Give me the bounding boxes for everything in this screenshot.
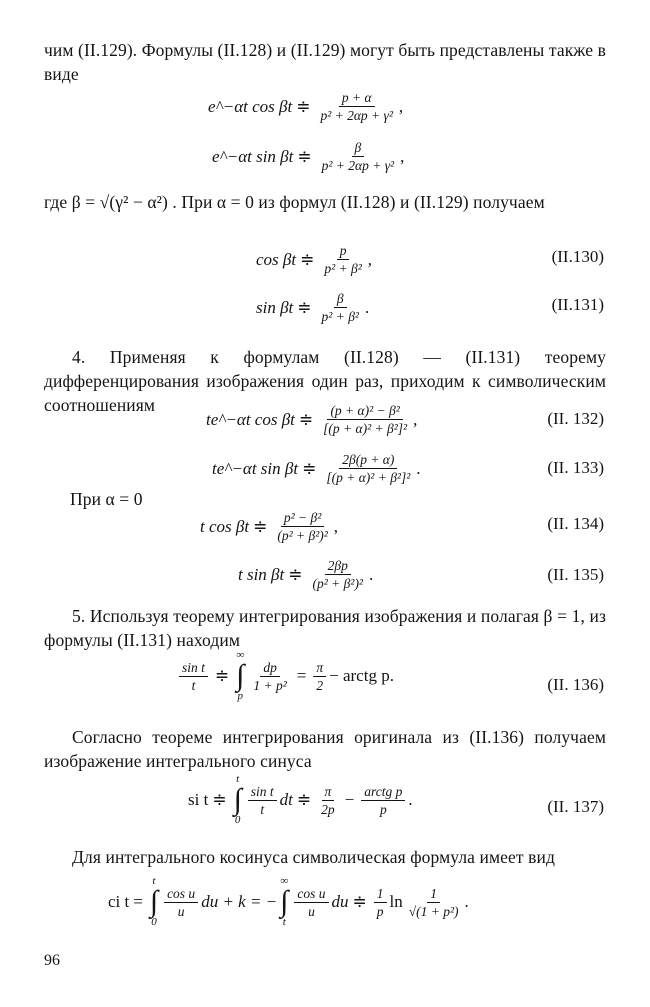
correspondence-symbol: ≑ bbox=[212, 790, 227, 809]
eq137-dt: dt bbox=[279, 790, 293, 809]
eq135-tail: . bbox=[368, 564, 374, 584]
eq135-denominator: (p² + β²)² bbox=[312, 576, 363, 591]
eq132-denominator: [(p + α)² + β²]² bbox=[323, 421, 408, 436]
eq2-lhs: e^−αt sin βt bbox=[212, 146, 294, 166]
eq136-lhs-denominator: t bbox=[191, 677, 196, 693]
integral-sign: t ∫ 0 bbox=[149, 875, 159, 928]
section-5-paragraph: 5. Используя теорему интегрирования изображения и полагая β = 1, из формулы (II.131) находим bbox=[44, 606, 606, 650]
eq133-tail: . bbox=[416, 458, 421, 478]
equation-number-136: (II. 136) bbox=[547, 675, 604, 694]
eq130-fraction bbox=[321, 243, 364, 276]
eq136-integrand-denominator: 1 + p² bbox=[253, 677, 287, 693]
correspondence-symbol: ≑ bbox=[214, 666, 230, 685]
eq-ci-lhs: ci t bbox=[108, 892, 130, 911]
integral-upper-limit: t bbox=[152, 875, 156, 887]
eq132-fraction bbox=[320, 403, 410, 436]
eq-ci-integrand-2 bbox=[294, 886, 328, 919]
eq2-numerator: β bbox=[352, 140, 365, 157]
integral-upper-limit: ∞ bbox=[280, 875, 289, 887]
eq137-integrand bbox=[248, 784, 277, 817]
eq133-lhs: te^−αt sin βt bbox=[212, 458, 299, 478]
eq134-fraction bbox=[274, 510, 330, 543]
eq131-numerator: β bbox=[334, 291, 347, 308]
eq131-fraction bbox=[319, 291, 362, 324]
eq136-rhs-tail: − arctg p. bbox=[329, 666, 394, 685]
eq-ci-tail: . bbox=[464, 892, 469, 911]
integral-sign: ∞ ∫ p bbox=[236, 649, 245, 702]
eq2-denominator: p² + 2αp + γ² bbox=[321, 158, 395, 173]
equation-number-133: (II. 133) bbox=[547, 458, 604, 477]
equation-number-134: (II. 134) bbox=[547, 514, 604, 533]
eq132-tail: , bbox=[413, 409, 418, 429]
eq135-fraction bbox=[310, 558, 366, 591]
equation-exp-sin bbox=[212, 140, 404, 173]
eq-ci-rhs1 bbox=[374, 886, 387, 919]
eq137-rhs1 bbox=[318, 784, 338, 817]
integral-sign: t ∫ 0 bbox=[233, 773, 242, 826]
equation-integral-cosine: ci t = t ∫ 0 $\frac{\text{cos u}}{u}$ du + k = − ∞ ∫ t $\frac{\text{cos u}}{u}$ du ≑ $\frac{1}{p}$ ln $\frac{1}{\text{√(1 + p²)}}$ . bbox=[108, 875, 469, 928]
eq1-fraction bbox=[317, 90, 395, 123]
eq131-lhs: sin βt bbox=[256, 297, 294, 317]
eq-ci-integrand-1 bbox=[164, 886, 198, 919]
equation-number-132: (II. 132) bbox=[547, 409, 604, 428]
eq137-integrand-denominator: t bbox=[260, 801, 265, 817]
eq1-lhs: e^−αt cos βt bbox=[208, 96, 293, 116]
eq132-numerator: (p + α)² − β² bbox=[327, 403, 402, 420]
eq136-integrand-numerator: dp bbox=[260, 660, 280, 677]
eq130-denominator: p² + β² bbox=[324, 261, 362, 276]
eq133-numerator: 2β(p + α) bbox=[339, 452, 397, 469]
eq1-numerator: p + α bbox=[339, 90, 375, 107]
eq133-denominator: [(p + α)² + β²]² bbox=[326, 470, 411, 485]
equation-number-131: (II.131) bbox=[551, 295, 604, 314]
correspondence-symbol: ≑ bbox=[253, 516, 268, 536]
eq136-rhs-denominator: 2 bbox=[316, 677, 324, 693]
eq-ci-rhs1-numerator: 1 bbox=[374, 886, 387, 903]
eq134-tail: , bbox=[333, 516, 339, 536]
integral-lower-limit: 0 bbox=[151, 916, 157, 928]
equation-number-137: (II. 137) bbox=[547, 797, 604, 816]
equation-137: si t ≑ t ∫ 0 $\frac{\text{sin t}}{t}$ dt ≑ $\frac{\pi}{2p}$ − $\frac{\text{arctg p}}{p}$ . bbox=[188, 773, 413, 826]
eq135-numerator: 2βp bbox=[325, 558, 351, 575]
eq1-denominator: p² + 2αp + γ² bbox=[320, 108, 393, 123]
equation-number-135: (II. 135) bbox=[547, 565, 604, 584]
eq137-integrand-numerator: sin t bbox=[248, 784, 277, 801]
integral-lower-limit: p bbox=[237, 690, 243, 702]
eq137-rhs2-denominator: p bbox=[379, 801, 387, 817]
eq134-lhs: t cos βt bbox=[200, 516, 250, 536]
integral-cosine-paragraph: Для интегрального косинуса символическая формула имеет вид bbox=[72, 847, 555, 867]
eq136-lhs-numerator: sin t bbox=[179, 660, 208, 677]
integral-sign: ∞ ∫ t bbox=[280, 875, 289, 928]
eq-ci-integrand-1-denominator: u bbox=[177, 903, 185, 919]
integral-upper-limit: ∞ bbox=[236, 649, 245, 661]
eq133-fraction bbox=[323, 452, 413, 485]
integral-lower-limit: t bbox=[282, 916, 286, 928]
equation-130 bbox=[256, 243, 372, 276]
equation-135 bbox=[238, 558, 373, 591]
eq137-rhs1-numerator: π bbox=[322, 784, 335, 801]
eq130-lhs: cos βt bbox=[256, 249, 297, 269]
correspondence-symbol: ≑ bbox=[296, 96, 311, 116]
equation-133 bbox=[212, 452, 421, 485]
eq2-fraction bbox=[319, 140, 397, 173]
correspondence-symbol: ≑ bbox=[302, 458, 317, 478]
eq2-tail: , bbox=[400, 146, 405, 166]
correspondence-symbol: ≑ bbox=[297, 297, 312, 317]
eq-ci-du: du bbox=[331, 892, 349, 911]
eq-ci-rhs2-denominator: √(1 + p²) bbox=[408, 903, 459, 919]
eq136-integrand bbox=[250, 660, 289, 693]
integral-upper-limit: t bbox=[236, 773, 240, 785]
equation-131 bbox=[256, 291, 369, 324]
equation-exp-cos bbox=[208, 90, 403, 123]
eq-ci-rhs2-numerator: 1 bbox=[427, 886, 440, 903]
correspondence-symbol: ≑ bbox=[300, 249, 315, 269]
correspondence-symbol: ≑ bbox=[297, 146, 312, 166]
eq-ci-integrand-2-numerator: cos u bbox=[294, 886, 328, 903]
equation-132 bbox=[206, 403, 417, 436]
eq130-numerator: p bbox=[337, 243, 350, 260]
eq-ci-integrand-2-denominator: u bbox=[308, 903, 315, 919]
equation-number-130: (II.130) bbox=[551, 247, 604, 266]
eq136-rhs-numerator: π bbox=[313, 660, 326, 677]
integral-sine-paragraph: Согласно теореме интегрирования оригинала из (II.136) получаем изображение интегрального синуса bbox=[44, 727, 606, 771]
eq137-lhs: si t bbox=[188, 790, 209, 809]
eq135-lhs: t sin βt bbox=[238, 564, 285, 584]
where-paragraph: где β = √(γ² − α²) . При α = 0 из формул (II.128) и (II.129) получаем bbox=[44, 192, 545, 212]
eq137-tail: . bbox=[408, 790, 413, 809]
eq-ci-rhs1-denominator: p bbox=[376, 903, 384, 919]
eq134-numerator: p² − β² bbox=[281, 510, 324, 527]
eq134-denominator: (p² + β²)² bbox=[277, 528, 328, 543]
eq1-tail: , bbox=[398, 96, 404, 116]
eq137-rhs1-denominator: 2p bbox=[321, 801, 335, 817]
alpha-zero-line: При α = 0 bbox=[70, 489, 143, 509]
eq136-rhs-fraction bbox=[313, 660, 326, 693]
correspondence-symbol: ≑ bbox=[296, 790, 312, 809]
eq132-lhs: te^−αt cos βt bbox=[206, 409, 295, 429]
equation-136: $\frac{\text{sin t}}{t}$ ≑ ∞ ∫ p $\frac{dp}{\text{1 + p²}}$ = $\frac{\pi}{2}$ − arctg p. bbox=[176, 650, 394, 702]
eq136-lhs-fraction bbox=[179, 660, 208, 693]
correspondence-symbol: ≑ bbox=[298, 409, 314, 429]
page-number: 96 bbox=[44, 952, 60, 969]
equation-134 bbox=[200, 510, 338, 543]
correspondence-symbol: ≑ bbox=[288, 564, 303, 584]
eq-ci-integrand-1-numerator: cos u bbox=[164, 886, 198, 903]
eq-ci-middle: du + k = − bbox=[201, 892, 278, 911]
eq-ci-ln: ln bbox=[389, 892, 403, 911]
eq137-rhs2 bbox=[361, 784, 405, 817]
section-4-paragraph: 4. Применяя к формулам (II.128) — (II.131) теорему дифференцирования изображения один раз, приходим к символическим соотношениям bbox=[44, 347, 606, 415]
correspondence-symbol: ≑ bbox=[352, 892, 367, 911]
intro-paragraph: чим (II.129). Формулы (II.128) и (II.129) могут быть представлены также в виде bbox=[44, 40, 606, 84]
eq131-denominator: p² + β² bbox=[321, 309, 359, 324]
eq130-tail: , bbox=[367, 249, 373, 269]
integral-lower-limit: 0 bbox=[234, 814, 241, 826]
eq-ci-rhs2 bbox=[406, 886, 462, 919]
eq131-tail: . bbox=[364, 297, 370, 317]
eq137-rhs2-numerator: arctg p bbox=[361, 784, 405, 801]
